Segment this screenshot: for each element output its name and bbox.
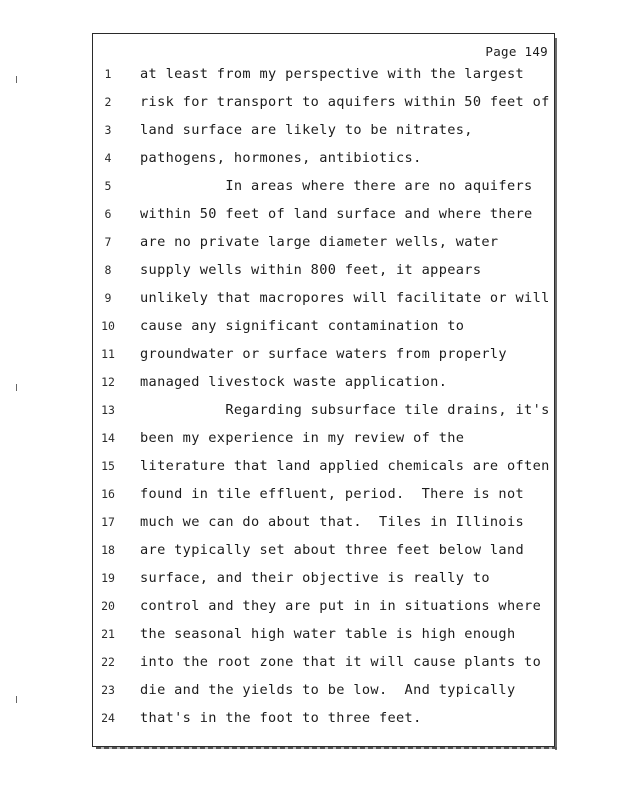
transcript-line — [0, 288, 618, 316]
line-text: cause any significant contamination to — [140, 318, 465, 334]
line-number: 24 — [101, 711, 115, 725]
transcript-line — [0, 484, 618, 512]
line-number: 15 — [101, 459, 115, 473]
line-text: In areas where there are no aquifers — [140, 178, 533, 194]
line-text: that's in the foot to three feet. — [140, 710, 422, 726]
line-number: 19 — [101, 571, 115, 585]
line-number: 4 — [104, 151, 112, 165]
line-number: 23 — [101, 683, 115, 697]
transcript-line — [0, 148, 618, 176]
transcript-line — [0, 680, 618, 708]
transcript-line — [0, 400, 618, 428]
transcript-line — [0, 372, 618, 400]
line-text: managed livestock waste application. — [140, 374, 448, 390]
transcript-line — [0, 204, 618, 232]
line-text: pathogens, hormones, antibiotics. — [140, 150, 422, 166]
transcript-line — [0, 596, 618, 624]
line-text: die and the yields to be low. And typically — [140, 682, 516, 698]
line-number: 8 — [104, 263, 112, 277]
transcript-line — [0, 428, 618, 456]
line-number: 7 — [104, 235, 112, 249]
line-text: risk for transport to aquifers within 50 feet of — [140, 94, 550, 110]
line-number: 9 — [104, 291, 112, 305]
line-number: 11 — [101, 347, 115, 361]
line-number: 2 — [104, 95, 112, 109]
line-text: within 50 feet of land surface and where there — [140, 206, 533, 222]
transcript-line — [0, 624, 618, 652]
line-text: the seasonal high water table is high enough — [140, 626, 516, 642]
line-number: 22 — [101, 655, 115, 669]
transcript-line — [0, 512, 618, 540]
line-text: been my experience in my review of the — [140, 430, 465, 446]
line-text: literature that land applied chemicals are often — [140, 458, 550, 474]
line-text: are no private large diameter wells, water — [140, 234, 499, 250]
transcript-line — [0, 344, 618, 372]
transcript-line — [0, 260, 618, 288]
transcript-line — [0, 120, 618, 148]
line-number: 12 — [101, 375, 115, 389]
line-text: into the root zone that it will cause plants to — [140, 654, 542, 670]
line-text: control and they are put in in situations where — [140, 598, 542, 614]
line-text: surface, and their objective is really to — [140, 570, 490, 586]
transcript-line — [0, 316, 618, 344]
line-text: supply wells within 800 feet, it appears — [140, 262, 482, 278]
line-number: 1 — [104, 67, 112, 81]
transcript-line — [0, 232, 618, 260]
transcript-line — [0, 652, 618, 680]
transcript-line — [0, 568, 618, 596]
transcript-line — [0, 540, 618, 568]
transcript-line — [0, 708, 618, 736]
line-number: 5 — [104, 179, 112, 193]
line-number: 16 — [101, 487, 115, 501]
line-number: 6 — [104, 207, 112, 221]
line-number: 13 — [101, 403, 115, 417]
line-text: are typically set about three feet below land — [140, 542, 525, 558]
line-number: 17 — [101, 515, 115, 529]
transcript-line — [0, 176, 618, 204]
line-number: 10 — [101, 319, 115, 333]
line-number: 21 — [101, 627, 115, 641]
page-bottom-shadow — [96, 747, 557, 749]
line-number: 3 — [104, 123, 112, 137]
transcript-lines — [0, 64, 618, 736]
line-number: 20 — [101, 599, 115, 613]
line-text: at least from my perspective with the largest — [140, 66, 525, 82]
line-text: land surface are likely to be nitrates, — [140, 122, 473, 138]
page-number: Page 149 — [485, 44, 548, 59]
line-number: 18 — [101, 543, 115, 557]
transcript-line — [0, 64, 618, 92]
line-text: much we can do about that. Tiles in Illinois — [140, 514, 525, 530]
transcript-line — [0, 92, 618, 120]
line-text: unlikely that macropores will facilitate or will — [140, 290, 550, 306]
line-number: 14 — [101, 431, 115, 445]
transcript-line — [0, 456, 618, 484]
line-text: groundwater or surface waters from properly — [140, 346, 507, 362]
line-text: found in tile effluent, period. There is not — [140, 486, 525, 502]
line-text: Regarding subsurface tile drains, it's — [140, 402, 550, 418]
